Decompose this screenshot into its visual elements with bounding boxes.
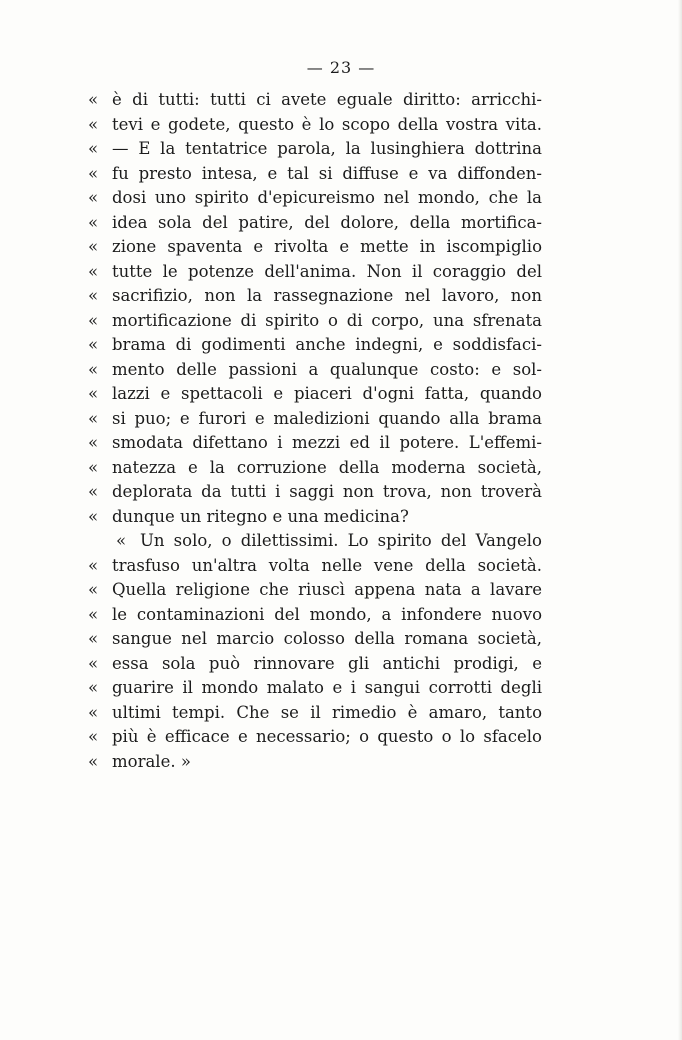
line-text: tevi e godete, questo è lo scopo della vostra vita. [112, 114, 542, 134]
quote-mark: « [88, 359, 99, 379]
text-line [88, 235, 542, 260]
text-line [88, 627, 542, 652]
text-line [88, 701, 542, 726]
quote-mark: « [88, 237, 99, 256]
quote-mark: « [88, 286, 99, 305]
line-text: dunque un ritegno e una medicina? [112, 506, 409, 526]
text-line [112, 529, 542, 554]
line-text: fu presto intesa, e tal si diffuse e va diffonden- [112, 163, 542, 183]
line-text: ultimi tempi. Che se il rimedio è amaro, tanto [112, 702, 542, 722]
quote-mark: « [88, 261, 99, 281]
line-text: trasfuso un'altra volta nelle vene della società. [112, 555, 542, 575]
line-text: più è efficace e necessario; o questo o lo sfacelo [112, 727, 542, 746]
line-text: idea sola del patire, del dolore, della mortifica- [112, 212, 542, 232]
line-text: morale. » [112, 751, 191, 771]
line-text: mento delle passioni a qualunque costo: e sol- [112, 359, 542, 379]
quote-mark: « [88, 188, 99, 207]
text-line [88, 382, 542, 407]
line-text: zione spaventa e rivolta e mette in iscompiglio [112, 237, 542, 256]
line-text: deplorata da tutti i saggi non trova, non troverà [112, 482, 542, 501]
quote-mark: « [88, 702, 99, 722]
quote-mark: « [88, 580, 99, 599]
page-edge-shadow [678, 0, 682, 1040]
text-line [88, 358, 542, 383]
quote-mark: « [88, 408, 99, 428]
text-line [88, 309, 542, 334]
quote-mark: « [88, 678, 99, 697]
page-number: — 23 — [306, 58, 376, 77]
text-line [88, 652, 542, 677]
line-text: sacrifizio, non la rassegnazione nel lavoro, non [112, 286, 542, 305]
text-line [88, 480, 542, 505]
text-line [88, 750, 542, 775]
text-line [88, 284, 542, 309]
text-line [88, 186, 542, 211]
quote-mark: « [88, 653, 99, 673]
quote-mark: « [88, 139, 99, 158]
line-text: smodata difettano i mezzi ed il potere. L'effemi- [112, 433, 542, 452]
text-line [88, 137, 542, 162]
text-line [88, 554, 542, 579]
line-text: — E la tentatrice parola, la lusinghiera dottrina [112, 139, 542, 158]
quote-mark: « [88, 114, 99, 134]
line-text: le contaminazioni del mondo, a infondere nuovo [112, 604, 542, 624]
text-line [88, 211, 542, 236]
quote-mark: « [88, 555, 99, 575]
quote-mark: « [88, 310, 99, 330]
body-text [88, 88, 542, 774]
quote-mark: « [88, 506, 99, 526]
text-line [88, 113, 542, 138]
line-text: Un solo, o dilettissimi. Lo spirito del Vangelo [140, 531, 542, 550]
text-line [88, 676, 542, 701]
line-text: è di tutti: tutti ci avete eguale diritto: arricchi- [112, 90, 542, 109]
text-line [88, 407, 542, 432]
line-text: sangue nel marcio colosso della romana società, [112, 629, 542, 648]
text-line [88, 456, 542, 481]
line-text: lazzi e spettacoli e piaceri d'ogni fatta, quando [112, 384, 542, 403]
line-text: mortificazione di spirito o di corpo, una sfrenata [112, 310, 542, 330]
quote-mark: « [88, 457, 99, 477]
quote-mark: « [88, 335, 99, 354]
text-line [88, 333, 542, 358]
line-text: si puo; e furori e maledizioni quando alla brama [112, 408, 542, 428]
text-line [88, 260, 542, 285]
line-text: guarire il mondo malato e i sangui corrotti degli [112, 678, 542, 697]
text-line [88, 725, 542, 750]
quote-mark: « [88, 629, 99, 648]
quote-mark: « [88, 482, 99, 501]
text-line [88, 578, 542, 603]
text-line [88, 162, 542, 187]
quote-mark: « [88, 727, 99, 746]
quote-mark: « [88, 604, 99, 624]
line-text: dosi uno spirito d'epicureismo nel mondo, che la [112, 188, 542, 207]
line-text: natezza e la corruzione della moderna società, [112, 457, 542, 477]
quote-mark: « [88, 751, 99, 771]
text-line [88, 603, 542, 628]
line-text: tutte le potenze dell'anima. Non il coraggio del [112, 261, 542, 281]
line-text: Quella religione che riuscì appena nata a lavare [112, 580, 542, 599]
text-line [88, 505, 542, 530]
quote-mark: « [88, 90, 99, 109]
text-line [88, 431, 542, 456]
quote-mark: « [88, 212, 99, 232]
quote-mark: « [88, 384, 99, 403]
line-text: brama di godimenti anche indegni, e soddisfaci- [112, 335, 542, 354]
quote-mark: « [88, 163, 99, 183]
quote-mark: « [116, 531, 127, 550]
quote-mark: « [88, 433, 99, 452]
text-line [88, 88, 542, 113]
line-text: essa sola può rinnovare gli antichi prodigi, e [112, 653, 542, 673]
